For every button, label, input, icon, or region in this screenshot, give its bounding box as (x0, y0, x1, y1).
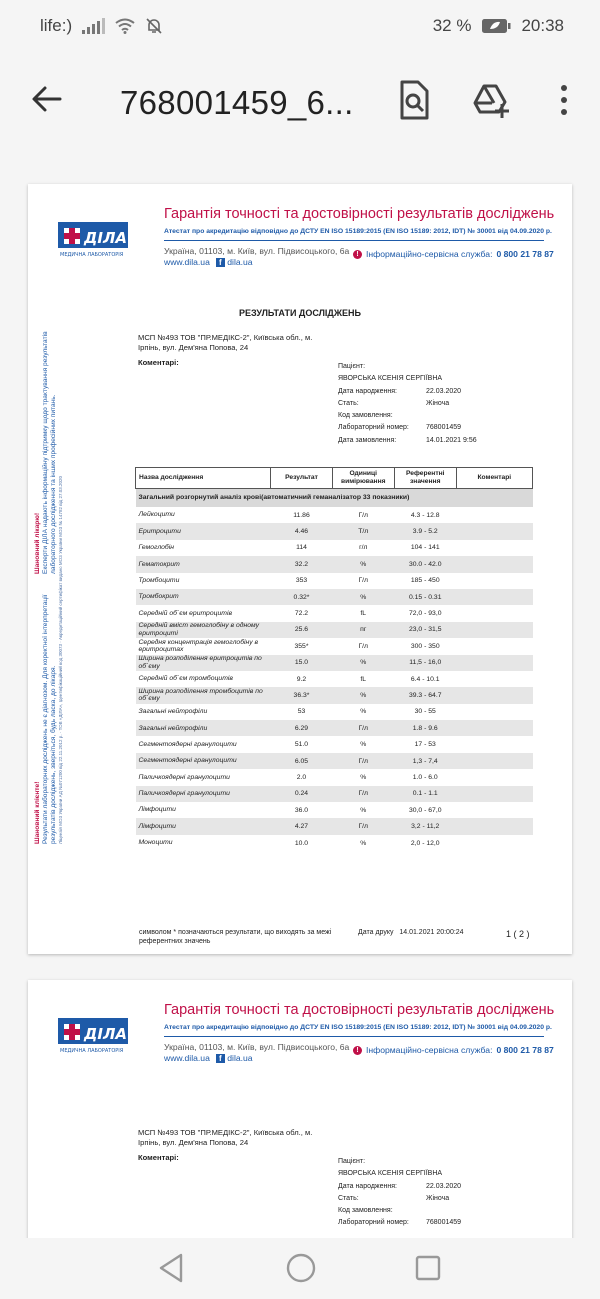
patient-info-row (338, 410, 477, 422)
cell-name: Ширина розподілення тромбоцитів по об`єму (136, 687, 271, 703)
cell-unit: Г/л (332, 720, 394, 736)
cell-ref: 104 - 141 (410, 544, 440, 552)
comments-label: Коментарі: (138, 1153, 179, 1162)
cell-unit: Г/л (332, 786, 394, 802)
patient-info (338, 1156, 461, 1230)
cell-unit: % (360, 806, 367, 814)
patient-info-row (338, 435, 477, 447)
report-title: РЕЗУЛЬТАТИ ДОСЛІДЖЕНЬ (239, 308, 361, 318)
lab-links (164, 1053, 253, 1063)
group-row (136, 489, 533, 508)
cell-unit: % (332, 687, 394, 703)
cell-ref: 30 - 55 (414, 708, 436, 716)
help-phone: 0 800 21 78 87 (496, 1045, 554, 1055)
table-row (136, 523, 533, 539)
cell-name: Середній об`єм тромбоцитів (138, 675, 233, 683)
table-row (136, 589, 533, 605)
doctor-note-title: Шановний лікарю! (34, 512, 41, 574)
cell-result: 114 (296, 544, 307, 552)
patient-info-key: Код замовлення: (338, 412, 393, 420)
facebook-icon: f (216, 258, 225, 267)
more-vert-icon[interactable] (544, 78, 584, 122)
patient-info-key: Лабораторний номер: (338, 1219, 409, 1227)
cell-ref: 1.0 - 6.0 (412, 773, 438, 781)
lab-address: Україна, 01103, м. Київ, вул. Підвисоцького, 6а (164, 246, 350, 256)
document-title: 768001459_6... (120, 84, 354, 121)
cell-result: 0.24 (271, 786, 332, 802)
patient-info (338, 361, 477, 447)
table-row (136, 720, 533, 736)
cell-comment (456, 753, 532, 769)
cell-unit: fL (360, 610, 367, 618)
table-row (136, 786, 533, 802)
patient-info-key: Код замовлення: (338, 1207, 393, 1215)
document-page-2 (28, 980, 572, 1240)
accreditation-text: Атестат про акредитацію відповідно до ДСТУ EN ISO 15189:2015 (EN ISO 15189: 2012, IDT) № 30001 від 04.09.2020 р. (164, 228, 552, 235)
nav-home-icon[interactable] (285, 1252, 317, 1284)
patient-info-value: 768001459 (426, 424, 462, 432)
patient-info-key: Стать: (338, 399, 359, 407)
cell-result: 6.05 (271, 753, 332, 769)
client-note-text: Результати лабораторних досліджень не є діагнозом. Для коректної інтерпретації результатів досліджень, зверніться, будь ласка, до лікаря. (42, 594, 57, 844)
nav-recents-icon[interactable] (414, 1254, 442, 1282)
svg-text:МЕДИЧНА ЛАБОРАТОРІЯ: МЕДИЧНА ЛАБОРАТОРІЯ (60, 252, 124, 258)
back-arrow-icon[interactable] (30, 82, 64, 116)
patient-info-key: Пацієнт: (338, 363, 366, 370)
cell-ref: 3,2 - 11,2 (394, 818, 456, 834)
cell-unit: г/л (359, 544, 368, 552)
cell-unit: % (360, 839, 367, 847)
cell-ref: 2,0 - 12,0 (410, 839, 440, 847)
patient-info-key: Дата народження: (338, 387, 397, 395)
patient-info-row (338, 398, 477, 410)
table-header (136, 468, 533, 489)
cell-result: 32.2 (271, 556, 332, 572)
cell-name: Лімфоцити (136, 818, 271, 834)
help-line (353, 249, 554, 259)
cell-ref: 6.4 - 10.1 (410, 675, 440, 683)
footnote: символом * позначаються результати, що виходять за межі референтних значень (139, 929, 332, 945)
header-divider (164, 240, 544, 241)
table-row (136, 622, 533, 638)
table-row (136, 655, 533, 671)
patient-info-value: 22.03.2020 (426, 1182, 462, 1190)
page-number: 1 ( 2 ) (506, 929, 530, 939)
cell-result: 0.32* (271, 589, 332, 605)
patient-info-value: 22.03.2020 (426, 387, 462, 395)
cell-unit: % (360, 773, 367, 781)
mute-bell-icon (145, 17, 163, 35)
facebook-label: dila.ua (227, 257, 253, 267)
svg-text:ДІЛА: ДІЛА (84, 229, 128, 247)
patient-info-row (338, 1193, 461, 1205)
help-label: Інформаційно-сервісна служба: (366, 249, 493, 259)
patient-info-row (338, 1168, 461, 1180)
dila-logo (58, 1014, 128, 1054)
cell-comment (456, 556, 532, 572)
column-header: Референтні значення (394, 468, 456, 489)
table-row (136, 540, 533, 556)
doctor-note (34, 324, 58, 574)
facebook-link[interactable] (216, 257, 253, 267)
cell-result: 36.0 (294, 806, 309, 814)
help-label: Інформаційно-сервісна служба: (366, 1045, 493, 1055)
cell-ref: 1.8 - 9.6 (394, 720, 456, 736)
cell-result: 72.2 (294, 610, 309, 618)
patient-info-row (338, 361, 477, 373)
print-date-value: 14.01.2021 20:00:24 (399, 929, 464, 936)
cell-result: 10.0 (294, 839, 309, 847)
carrier-label: life:) (40, 16, 73, 35)
cell-name: Моноцити (138, 839, 173, 847)
column-header: Коментарі (456, 468, 532, 489)
table-row (136, 769, 533, 785)
table-row (136, 802, 533, 818)
patient-info-key: Лабораторний номер: (338, 424, 409, 432)
cell-name: Сегментоядерні гранулоцити (136, 753, 271, 769)
find-in-page-icon[interactable] (394, 78, 434, 122)
cell-name: Середній вміст гемоглобіну в одному еритроциті (136, 622, 271, 638)
svg-text:МЕДИЧНА ЛАБОРАТОРІЯ: МЕДИЧНА ЛАБОРАТОРІЯ (60, 1048, 124, 1054)
website-link[interactable]: www.dila.ua (164, 257, 210, 267)
cell-comment (456, 622, 532, 638)
lab-address: Україна, 01103, м. Київ, вул. Підвисоцького, 6а (164, 1042, 350, 1052)
cell-comment (456, 818, 532, 834)
cell-comment (456, 605, 532, 621)
cell-unit: % (360, 741, 367, 749)
patient-info-key: Дата замовлення: (338, 436, 397, 444)
svg-text:ДІЛА: ДІЛА (84, 1025, 128, 1043)
table-row (136, 835, 533, 851)
cell-comment (456, 671, 532, 687)
app-bar (0, 52, 600, 156)
client-note-title: Шановний клієнте! (34, 781, 41, 844)
comments-label: Коментарі: (138, 358, 179, 367)
cell-result: 51.0 (294, 741, 309, 749)
results-table (135, 467, 533, 851)
cell-unit: % (332, 589, 394, 605)
cell-ref: 300 - 350 (410, 642, 440, 650)
patient-info-row (338, 386, 477, 398)
table-row (136, 736, 533, 752)
cell-name: Тромбокрит (136, 589, 271, 605)
header-title: Гарантія точності та достовірності результатів досліджень (164, 206, 555, 222)
table-row (136, 818, 533, 834)
print-date-label: Дата друку (358, 929, 394, 936)
cell-name: Паличкоядерні гранулоцити (136, 786, 271, 802)
cell-unit: Г/л (358, 577, 369, 585)
cell-name: Ширина розподілення еритроцитів по об`єму (136, 655, 271, 671)
info-icon: ! (353, 250, 362, 259)
patient-info-key: ЯВОРСЬКА КСЕНІЯ СЕРГІЇВНА (338, 375, 443, 383)
cell-comment (456, 523, 532, 539)
patient-info-row (338, 1181, 461, 1193)
add-to-drive-icon[interactable] (472, 78, 512, 122)
nav-back-icon[interactable] (157, 1252, 185, 1284)
cell-ref: 185 - 450 (410, 577, 440, 585)
column-header: Одиниці вимірювання (332, 468, 394, 489)
wifi-icon (115, 18, 135, 34)
signal-icon (82, 18, 105, 34)
cell-comment (456, 507, 532, 523)
cell-ref: 3.9 - 5.2 (394, 523, 456, 539)
cell-result: 6.29 (271, 720, 332, 736)
cell-result: 9.2 (296, 675, 307, 683)
cell-ref: 17 - 53 (414, 741, 436, 749)
info-icon: ! (353, 1046, 362, 1055)
cell-comment (456, 687, 532, 703)
table-row (136, 507, 533, 523)
clinic-info: МСП №493 ТОВ "ПР.МЕДІКС-2", Київська обл., м. Ірпінь, вул. Дем'яна Попова, 24 (138, 333, 313, 352)
cell-result: 2.0 (296, 773, 307, 781)
cell-ref: 11,5 - 16,0 (394, 655, 456, 671)
patient-info-key: Стать: (338, 1194, 359, 1202)
clock: 20:38 (521, 16, 564, 35)
website-link[interactable]: www.dila.ua (164, 1053, 210, 1063)
help-phone: 0 800 21 78 87 (496, 249, 554, 259)
cell-ref: 23,0 - 31,5 (394, 622, 456, 638)
doctor-note-text: Експерти ДІЛА надають інформаційну підтримку щодо трактування результатів лабораторного дослідження та інших професійних питань. (42, 331, 57, 574)
cell-comment (456, 573, 532, 589)
cell-ref: 30,0 - 67,0 (408, 806, 442, 814)
document-page-1 (28, 184, 572, 954)
table-row (136, 687, 533, 703)
client-note (34, 594, 58, 844)
patient-info-row (338, 373, 477, 385)
cell-result: 4.27 (271, 818, 332, 834)
dila-logo (58, 218, 128, 258)
cell-comment (456, 769, 532, 785)
table-row (136, 605, 533, 621)
group-title: Загальний розгорнутий аналіз крові(автоматичний геманалізатор 33 показники) (136, 489, 533, 508)
facebook-icon: f (216, 1054, 225, 1063)
cell-name: Еритроцити (136, 523, 271, 539)
patient-info-row (338, 422, 477, 434)
table-row (136, 704, 533, 720)
cell-result: 353 (295, 577, 308, 585)
cell-unit: % (332, 556, 394, 572)
cell-result: 36.3* (271, 687, 332, 703)
cell-comment (456, 704, 532, 720)
sidebar-notes (34, 294, 72, 844)
cell-ref: 1,3 - 7,4 (394, 753, 456, 769)
cell-ref: 0.15 - 0.31 (394, 589, 456, 605)
navigation-bar (0, 1238, 600, 1299)
battery-percent: 32 % (432, 16, 472, 35)
cell-name: Тромбоцити (138, 577, 180, 584)
table-row (136, 753, 533, 769)
cell-ref: 30.0 - 42.0 (394, 556, 456, 572)
cell-comment (456, 589, 532, 605)
patient-info-value: 14.01.2021 9:56 (426, 436, 477, 444)
cell-comment (456, 736, 532, 752)
cell-result: 11.86 (293, 511, 310, 519)
cell-comment (456, 720, 532, 736)
facebook-label: dila.ua (227, 1053, 253, 1063)
patient-info-key: Пацієнт: (338, 1158, 366, 1165)
table-row (136, 573, 533, 589)
cell-ref: 72,0 - 93,0 (408, 610, 442, 618)
cell-comment (456, 835, 532, 851)
cell-comment (456, 655, 532, 671)
patient-info-key: Дата народження: (338, 1182, 397, 1190)
patient-info-key: ЯВОРСЬКА КСЕНІЯ СЕРГІЇВНА (338, 1170, 443, 1178)
cell-result: 25.6 (271, 622, 332, 638)
accreditation-text: Атестат про акредитацію відповідно до ДСТУ EN ISO 15189:2015 (EN ISO 15189: 2012, IDT) № 30001 від 04.09.2020 р. (164, 1024, 552, 1031)
cell-comment (456, 802, 532, 818)
cell-name: Лейкоцити (138, 511, 175, 519)
patient-info-value: 768001459 (426, 1219, 462, 1227)
cell-comment (456, 786, 532, 802)
cell-unit: Г/л (358, 642, 369, 650)
print-date (358, 928, 464, 937)
cell-unit: % (360, 708, 367, 716)
cell-name: Гемоглобін (138, 544, 175, 552)
patient-info-row (338, 1217, 461, 1229)
table-row (136, 638, 533, 654)
header-divider (164, 1036, 544, 1037)
table-row (136, 556, 533, 572)
cell-result: 355* (294, 642, 309, 650)
cell-ref: 39.3 - 64.7 (394, 687, 456, 703)
status-bar (0, 0, 600, 52)
cell-unit: Т/л (332, 523, 394, 539)
cell-name: Загальні нейтрофіли (136, 720, 271, 736)
cell-unit: Г/л (358, 511, 369, 519)
table-row (136, 671, 533, 687)
cell-ref: 0.1 - 1.1 (394, 786, 456, 802)
column-header: Назва дослідження (136, 468, 271, 489)
cell-unit: пг (332, 622, 394, 638)
cell-name: Середній об`єм еритроцитів (138, 609, 233, 617)
cell-result: 15.0 (271, 655, 332, 671)
battery-icon (481, 18, 511, 34)
patient-info-row (338, 1205, 461, 1217)
cell-unit: fL (360, 675, 367, 683)
cell-name: Середня концентрація гемоглобіну в еритроцитах (138, 638, 259, 654)
patient-info-value: Жіноча (426, 1194, 450, 1202)
clinic-info: МСП №493 ТОВ "ПР.МЕДІКС-2", Київська обл., м. Ірпінь, вул. Дем'яна Попова, 24 (138, 1128, 313, 1147)
cell-name: Гематокрит (136, 556, 271, 572)
cell-unit: % (332, 655, 394, 671)
cell-comment (456, 638, 532, 654)
cell-name: Паличкоядерні гранулоцити (138, 773, 230, 781)
cell-ref: 4.3 - 12.8 (410, 511, 440, 519)
header-title: Гарантія точності та достовірності результатів досліджень (164, 1002, 555, 1018)
cell-unit: Г/л (332, 818, 394, 834)
cell-result: 53 (297, 708, 306, 716)
facebook-link[interactable] (216, 1053, 253, 1063)
license-text: Ліцензія МОЗ України АД №071200 від 22.11.2012 р. · ТОВ «ДІЛА», Ідентифікаційний код 30073 · Акредитаційний сертифікат видано МОЗ України МОЗ № 14782 від 27.03.2020 (58, 475, 63, 844)
patient-info-value: Жіноча (426, 399, 450, 407)
cell-comment (456, 540, 532, 556)
patient-info-row (338, 1156, 461, 1168)
column-header: Результат (271, 468, 332, 489)
lab-links (164, 257, 253, 267)
help-line (353, 1045, 554, 1055)
cell-result: 4.46 (271, 523, 332, 539)
cell-name: Загальні нейтрофіли (138, 708, 208, 716)
cell-name: Сегментоядерні гранулоцити (138, 740, 237, 748)
cell-unit: Г/л (332, 753, 394, 769)
cell-name: Лімфоцити (138, 806, 176, 814)
